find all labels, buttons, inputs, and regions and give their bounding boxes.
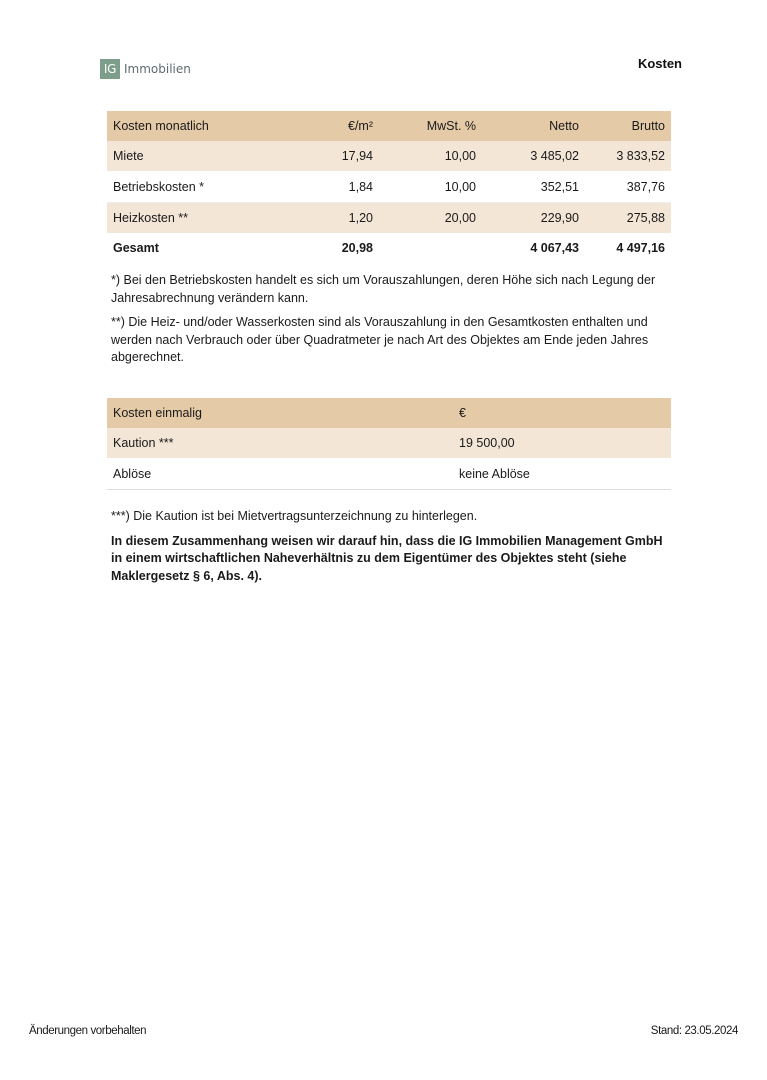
table-cell: 10,00 — [379, 172, 482, 203]
table-header-row — [107, 111, 671, 141]
table-row — [107, 459, 671, 490]
total-cell: 4 497,16 — [616, 241, 665, 255]
table-cell: 10,00 — [379, 141, 482, 172]
table-cell: 275,88 — [585, 203, 671, 234]
table-row — [107, 172, 671, 203]
table-cell: 352,51 — [482, 172, 585, 203]
page-title: Kosten — [637, 56, 682, 71]
note-kaution: ***) Die Kaution ist bei Mietvertragsunterzeichnung zu hinterlegen. — [111, 509, 478, 523]
table-cell: 19 500,00 — [453, 428, 671, 459]
company-logo — [100, 59, 191, 79]
total-cell: 4 067,43 — [530, 241, 579, 255]
column-header: € — [453, 398, 671, 428]
table-cell: Ablöse — [107, 459, 453, 490]
table-total-row — [107, 234, 671, 263]
column-header: Kosten monatlich — [107, 111, 292, 141]
table-cell: Kaution *** — [107, 428, 453, 459]
footer-date: Stand: 23.05.2024 — [650, 1025, 738, 1037]
onetime-cost-notes — [111, 508, 676, 592]
table-cell: Betriebskosten * — [107, 172, 292, 203]
disclaimer-text: In diesem Zusammenhang weisen wir darauf hin, dass die IG Immobilien Management GmbH in einem wirtschaftlichen Naheverhältnis zu dem Eigentümer des Objektes steht (siehe Maklergesetz § 6, Abs. 4). — [111, 533, 663, 583]
total-cell: 20,98 — [341, 241, 373, 255]
table-cell: Heizkosten ** — [107, 203, 292, 234]
table-cell: 20,00 — [379, 203, 482, 234]
table-cell: 229,90 — [482, 203, 585, 234]
footer-disclaimer: Änderungen vorbehalten — [29, 1025, 147, 1037]
column-header: Brutto — [585, 111, 671, 141]
table-cell: 1,84 — [292, 172, 379, 203]
total-cell — [379, 234, 482, 263]
table-header-row — [107, 398, 671, 428]
column-header: €/m² — [292, 111, 379, 141]
table-cell: 17,94 — [292, 141, 379, 172]
table-cell: 3 485,02 — [482, 141, 585, 172]
column-header: Netto — [482, 111, 585, 141]
monthly-cost-notes — [111, 272, 676, 374]
table-cell: 1,20 — [292, 203, 379, 234]
total-label: Gesamt — [113, 241, 159, 255]
table-row — [107, 141, 671, 172]
table-row — [107, 203, 671, 234]
table-cell: keine Ablöse — [453, 459, 671, 490]
monthly-costs-table — [107, 111, 671, 262]
table-cell: Miete — [107, 141, 292, 172]
column-header: Kosten einmalig — [107, 398, 453, 428]
logo-text: Immobilien — [124, 62, 191, 76]
table-row — [107, 428, 671, 459]
onetime-costs-table — [107, 398, 671, 490]
column-header: MwSt. % — [379, 111, 482, 141]
note-betriebskosten: *) Bei den Betriebskosten handelt es sich um Vorauszahlungen, deren Höhe sich nach Legung der Jahresabrechnung verändern kann. — [111, 273, 656, 305]
logo-mark: IG — [100, 59, 120, 79]
table-cell: 3 833,52 — [585, 141, 671, 172]
note-heizkosten: **) Die Heiz- und/oder Wasserkosten sind als Vorauszahlung in den Gesamtkosten enthalten und werden nach Verbrauch oder über Quadratmeter je nach Art des Objektes am Ende jeden Jahres abgerechnet. — [111, 315, 649, 364]
table-cell: 387,76 — [585, 172, 671, 203]
